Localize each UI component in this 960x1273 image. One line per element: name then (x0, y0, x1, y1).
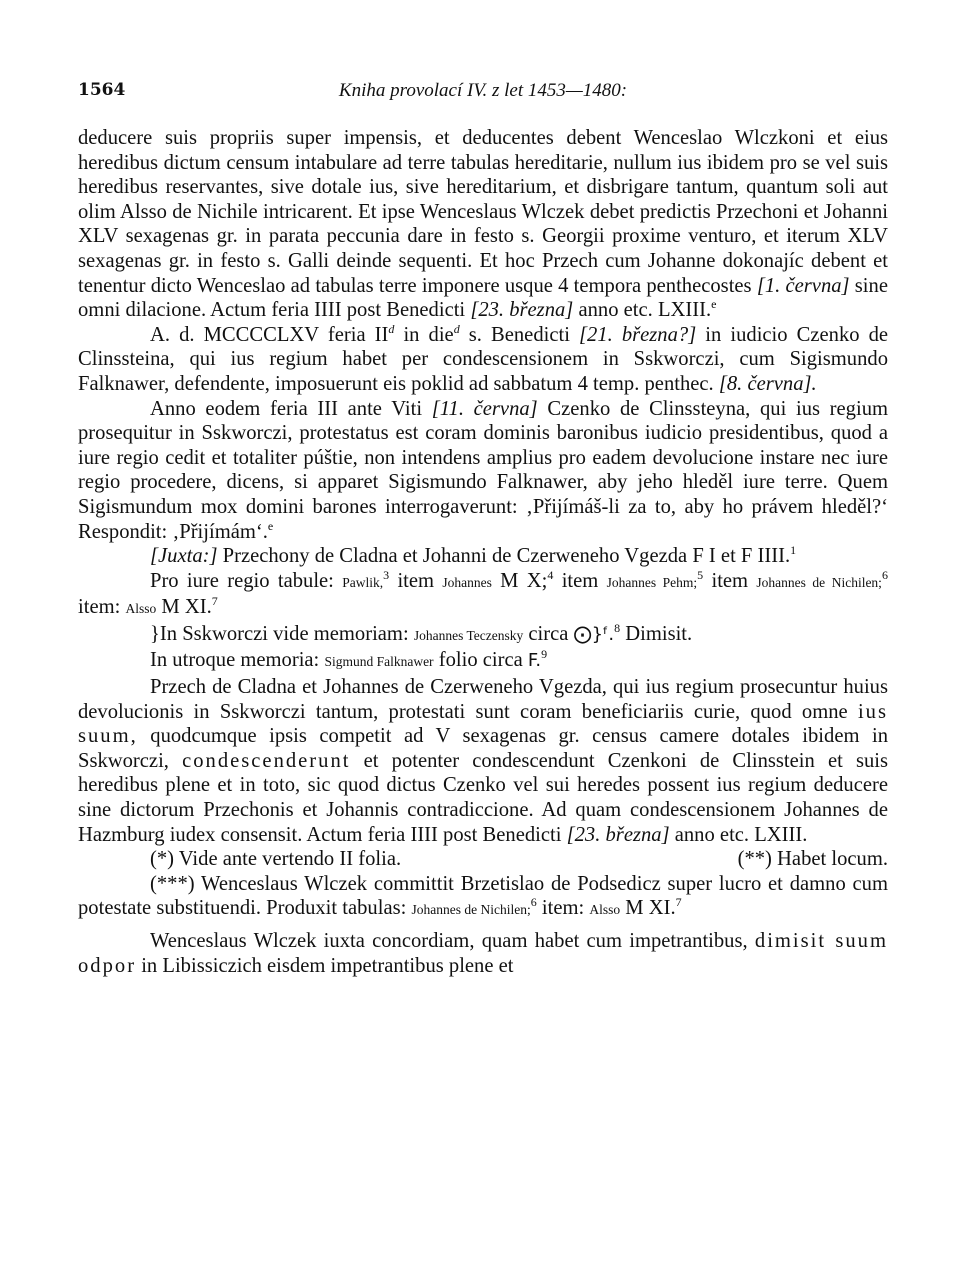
text-run: deducere suis propriis super impensis, et deducentes debent Wenceslao Wlczkoni et eius heredibus dictum censum intabulare ad terre tabulas hereditarie, nullum ius ibidem pro se vel suis heredibus reservantes, sive dotale ius, sive hereditarium, et disbrigare tantum, quantum soli aut olim Alsso de Nichile intricarent. Et ipse Wenceslaus Wlczek debet predictis Przechoni et Johanni XLV sexagenas gr. in parata peccunia dare in festo s. Georgii proxime venturo, et iterum XLV sexagenas gr. in festo s. Galli deinde sequenti. Et hoc Przech cum Johanne dokonajíc debent et tenentur dicto Wenceslao ad tabulas terre imponere usque 4 tempora penthecostes (78, 127, 888, 297)
text-run: folio circa (438, 649, 523, 672)
footnote-mark: e (267, 518, 274, 533)
name-small: Alsso (589, 902, 621, 918)
spaced-text: dimisit suum odpor (78, 930, 888, 977)
text-run: item (711, 569, 749, 592)
spaced-text: ius suum, (78, 700, 888, 748)
paragraph (78, 929, 888, 978)
name-small: Alsso (125, 601, 157, 617)
text-run: item (561, 569, 599, 592)
name-small: Johannes Pehm; (606, 574, 698, 590)
footnote-mark: e (711, 297, 717, 312)
document-body (78, 126, 888, 978)
date-annotation: [23. března] (566, 823, 670, 846)
footnote-mark: d (388, 321, 395, 336)
date-annotation: [8. června]. (718, 372, 817, 395)
text-run: Anno eodem feria III ante Viti (150, 397, 423, 420)
name-small: Sigmund Falknawer (324, 654, 434, 670)
sign-symbol-icon: F. (527, 650, 542, 672)
paragraph (78, 323, 888, 397)
text-run: circa (528, 622, 569, 645)
text-run: item: (78, 596, 121, 619)
text-run: in iudicio Czenko de Clinssteina, qui ius regium habet per condescensionem in Sskworczi, cum Sigismundo Falknawer, defendente, imposuerunt eis poklid ad sabbatum 4 temp. penthec. (78, 323, 889, 395)
text-run: Pro iure regio tabule: (150, 569, 334, 592)
date-annotation: [21. března?] (579, 323, 697, 346)
footnote-mark: 4 (547, 567, 554, 582)
date-annotation: [1. června] (756, 274, 850, 297)
paragraph (78, 675, 888, 847)
name-small: Johannes de Nichilen; (756, 574, 882, 590)
text-run: M X; (500, 569, 548, 592)
name-small: Johannes Teczensky (413, 627, 524, 643)
text-run: (***) Wenceslaus Wlczek committit Brzetislao de Podsedicz super lucro et damno cum potestate substituendi. Produxit tabulas: (78, 872, 888, 920)
note: (*) Vide ante vertendo II folia. (150, 848, 402, 871)
text-run: anno etc. LXIII. (578, 299, 712, 322)
notes-row (78, 847, 888, 872)
text-run: sine omni dilacione. Actum feria IIII post Benedicti (78, 274, 888, 322)
page-header (78, 80, 888, 110)
text-run: In utroque memoria: (150, 649, 320, 672)
footnote-mark: 7 (211, 594, 218, 609)
text-run: Czenko de Clinssteyna, qui ius regium prosequitur in Sskworczi, protestatus est coram dominis baronibus iudicio presidentibus, quod a iure regio cedit et totaliter púštie, non intendens amplius pro eadem devolucione instare nec iure regio procedere, dicens, si apparet Sigismundo Falknawer, aby jeho hleděl iure terre. Quem Sigismundum mox domini barones interrogaverunt: ‚Přijímáš-li za to, aby ho právem hleděl?‘ Respondit: ‚Přijímám‘. (78, 397, 889, 543)
text-run: et potenter condescendunt Czenkoni de Clinsstein et suis heredibus plene et in toto, sic quod dictus Czenko vel sui heredes possent ius regium deducere sine dictorum Przechonis et Johannis contradiccione. Ad quam condescensionem Johannes de Hazmburg iudex consensit. Actum feria IIII post Benedicti (78, 749, 888, 846)
text-run: }In Sskworczi vide memoriam: (150, 622, 409, 645)
paragraph (78, 397, 888, 545)
running-title: Kniha provolací IV. z let 1453—1480: (338, 80, 628, 101)
text-run: anno etc. LXIII. (674, 823, 808, 846)
footnote-mark: 1 (790, 543, 797, 558)
paragraph (78, 544, 888, 569)
spaced-text: condescenderunt (182, 749, 351, 772)
footnote-mark: 7 (675, 895, 682, 910)
text-run: item: (541, 897, 585, 920)
document-page (78, 80, 888, 978)
paragraph (78, 872, 888, 923)
footnote-mark: 9 (541, 647, 548, 662)
text-run: quodcumque ipsis competit ad V sexagenas gr. census camere dotales ibidem in Sskworczi, (78, 725, 888, 772)
text-run: M XI. (161, 596, 212, 619)
footnote-mark: 3 (383, 567, 390, 582)
sign-symbol-icon: ⨀}ᶠ. (573, 623, 615, 645)
footnote-mark: 6 (530, 895, 537, 910)
text-run: Dimisit. (625, 622, 693, 645)
name-small: Johannes de Nichilen; (411, 902, 531, 918)
page-number: 1564 (78, 80, 126, 100)
paragraph (78, 648, 888, 675)
text-run: in Libissiczich eisdem impetrantibus plene et (141, 954, 514, 977)
text-run: s. Benedicti (468, 323, 570, 346)
text-run: Wenceslaus Wlczek iuxta concordiam, quam habet cum impetrantibus, (150, 930, 748, 952)
text-run: Przechony de Cladna et Johanni de Czerweneho Vgezda F I et F IIII. (222, 545, 791, 568)
name-small: Johannes (442, 574, 492, 590)
text-run: A. d. MCCCCLXV feria II (150, 323, 389, 346)
juxta-label: [Juxta:] (150, 545, 218, 568)
paragraph (78, 622, 888, 649)
note: (**) Habet locum. (737, 848, 888, 871)
text-run: Przech de Cladna et Johannes de Czerweneho Vgezda, qui ius regium prosecuntur huius devolucionis in Sskworczi tantum, protestati sunt coram beneficiariis curie, quod omne (78, 676, 888, 723)
footnote-mark: 5 (697, 567, 704, 582)
text-run: in die (403, 323, 454, 346)
paragraph (78, 126, 888, 323)
date-annotation: [23. března] (470, 299, 574, 322)
footnote-mark: d (453, 321, 460, 336)
text-run: item (397, 569, 435, 592)
date-annotation: [11. června] (431, 397, 538, 420)
paragraph (78, 569, 888, 622)
text-run: M XI. (625, 897, 676, 920)
name-small: Pawlik, (342, 574, 384, 590)
footnote-mark: 8 (614, 621, 621, 636)
footnote-mark: 6 (881, 567, 888, 582)
